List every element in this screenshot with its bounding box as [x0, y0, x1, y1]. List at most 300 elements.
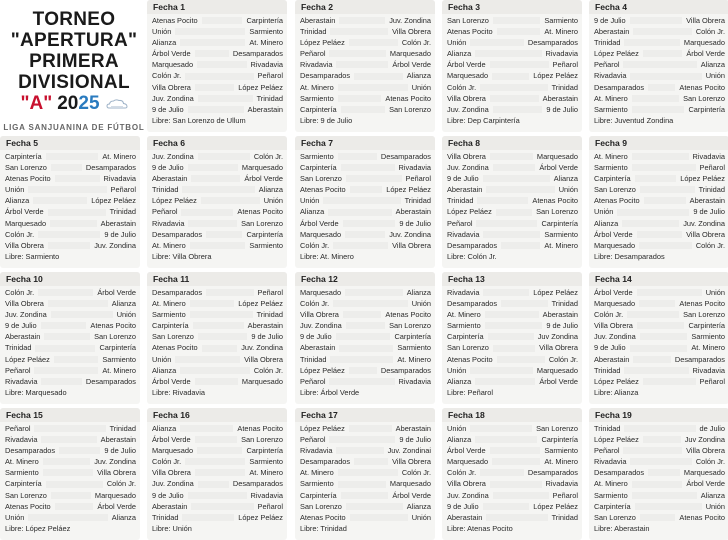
match-row	[0, 173, 140, 184]
home-team: Árbol Verde	[447, 60, 486, 70]
match-list	[589, 150, 728, 251]
away-team: Aberastain	[100, 218, 136, 228]
score-box	[185, 73, 253, 80]
home-team: Alianza	[594, 218, 619, 228]
match-row	[589, 26, 728, 37]
home-team: Desamparados	[152, 288, 203, 297]
away-team: Árbol Verde	[539, 163, 578, 173]
away-team: Trinidad	[256, 310, 283, 320]
match-row	[589, 434, 728, 445]
match-row	[589, 184, 728, 195]
home-team: Aberastain	[447, 185, 483, 195]
match-row	[442, 490, 582, 501]
home-team: López Peláez	[300, 424, 345, 433]
score-box	[188, 220, 237, 227]
match-row	[0, 456, 140, 467]
home-team: Atenas Pocito	[447, 27, 493, 37]
score-box	[341, 106, 386, 113]
match-row	[147, 331, 287, 342]
score-box	[493, 106, 543, 113]
match-row	[147, 376, 287, 387]
match-row	[442, 162, 582, 173]
home-team: Alianza	[447, 49, 472, 59]
score-box	[338, 84, 408, 91]
score-box	[630, 73, 701, 80]
away-team: San Lorenzo	[536, 424, 578, 433]
score-box	[350, 514, 408, 521]
score-box	[635, 503, 702, 510]
match-list	[295, 14, 435, 115]
match-row	[295, 320, 435, 331]
home-team: Árbol Verde	[594, 288, 633, 297]
match-row	[589, 70, 728, 81]
match-row	[589, 206, 728, 217]
away-team: 9 de Julio	[399, 435, 431, 445]
home-team: Colón Jr.	[5, 288, 35, 297]
score-box	[632, 164, 696, 171]
match-row	[147, 320, 287, 331]
match-row	[0, 309, 140, 320]
match-row	[147, 93, 287, 104]
score-box	[640, 333, 688, 340]
score-box	[632, 95, 679, 102]
score-box	[486, 186, 554, 193]
score-box	[623, 61, 696, 68]
score-box	[643, 378, 696, 385]
home-team: Carpintería	[5, 479, 42, 489]
away-team: Unión	[411, 82, 431, 92]
away-team: Desamparados	[380, 365, 431, 375]
home-team: At. Minero	[594, 479, 628, 489]
score-box	[34, 367, 98, 374]
home-team: Carpintería	[152, 321, 189, 331]
home-team: Unión	[447, 365, 467, 375]
away-team: 9 de Julio	[399, 218, 431, 228]
match-list	[295, 422, 435, 523]
away-team: San Lorenzo	[389, 321, 431, 331]
home-team: Atenas Pocito	[594, 196, 640, 206]
bye-team: Libre: Juventud Zondina	[594, 115, 674, 125]
score-box	[350, 186, 383, 193]
home-team: Villa Obrera	[447, 479, 486, 489]
away-team: Peñarol	[552, 490, 578, 500]
match-row	[0, 423, 140, 434]
match-row	[147, 423, 287, 434]
home-team: Juv. Zondina	[152, 479, 194, 489]
away-team: Sarmiento	[544, 446, 578, 456]
home-team: Juv. Zondina	[152, 93, 194, 103]
home-team: Peñarol	[152, 207, 178, 217]
score-box	[639, 242, 692, 249]
score-box	[48, 242, 90, 249]
away-team: Aberastain	[395, 424, 431, 433]
away-team: Atenas Pocito	[385, 93, 431, 103]
away-team: Juv. Zondina	[389, 229, 431, 239]
match-row	[147, 240, 287, 251]
home-team: Sarmiento	[594, 490, 628, 500]
fecha-card	[0, 408, 140, 540]
match-row	[147, 512, 287, 523]
fecha-title: Fecha 18	[442, 408, 582, 422]
home-team: Carpintería	[447, 332, 484, 342]
away-team: At. Minero	[102, 152, 136, 161]
match-row	[589, 331, 728, 342]
home-team: Sarmiento	[594, 163, 628, 173]
score-box	[627, 311, 679, 318]
home-team: Juv. Zondina	[5, 310, 47, 320]
away-team: López Peláez	[238, 299, 283, 309]
score-box	[41, 378, 81, 385]
match-row	[295, 287, 435, 298]
match-row	[147, 195, 287, 206]
score-box	[483, 503, 530, 510]
score-box	[59, 447, 100, 454]
match-list	[147, 14, 287, 115]
home-team: 9 de Julio	[594, 16, 626, 25]
score-box	[48, 209, 106, 216]
match-row	[442, 423, 582, 434]
home-team: Villa Obrera	[5, 299, 44, 309]
bye-team: Libre: Unión	[152, 523, 192, 533]
away-team: Árbol Verde	[97, 501, 136, 511]
home-team: 9 de Julio	[447, 174, 479, 184]
away-team: Rivadavia	[692, 365, 725, 375]
home-team: Villa Obrera	[5, 240, 44, 250]
away-team: Colón Jr.	[548, 354, 578, 364]
match-row	[442, 26, 582, 37]
home-team: Juv. Zondina	[300, 321, 342, 331]
home-team: López Peláez	[594, 376, 639, 386]
match-row	[442, 70, 582, 81]
away-team: Rivadavia	[250, 60, 283, 70]
fecha-title: Fecha 19	[589, 408, 728, 422]
away-team: Colón Jr.	[401, 38, 431, 48]
season-year-suffix: 25	[78, 93, 100, 114]
match-row	[0, 501, 140, 512]
score-box	[483, 289, 529, 296]
match-row	[295, 195, 435, 206]
score-box	[33, 197, 87, 204]
home-team: Rivadavia	[5, 435, 38, 445]
away-team: Juv. Zondina	[241, 343, 283, 353]
away-team: Villa Obrera	[392, 457, 431, 467]
match-row	[147, 342, 287, 353]
score-box	[633, 28, 691, 35]
home-team: Aberastain	[447, 512, 483, 522]
score-box	[330, 356, 393, 363]
away-team: Colón Jr.	[106, 479, 136, 489]
score-box	[55, 175, 100, 182]
score-box	[475, 436, 537, 443]
score-box	[191, 503, 253, 510]
score-box	[623, 447, 682, 454]
home-team: Unión	[594, 207, 614, 217]
away-team: Villa Obrera	[539, 343, 578, 353]
away-team: At. Minero	[544, 240, 578, 250]
away-team: Unión	[705, 501, 725, 511]
score-box	[475, 378, 535, 385]
home-team: Atenas Pocito	[300, 512, 346, 522]
home-team: At. Minero	[152, 240, 186, 250]
home-team: Trinidad	[152, 512, 179, 522]
away-team: Alianza	[553, 174, 578, 184]
home-team: Desamparados	[447, 240, 498, 250]
fecha-title: Fecha 13	[442, 272, 582, 286]
home-team: Villa Obrera	[447, 93, 486, 103]
score-box	[198, 481, 229, 488]
match-row	[295, 445, 435, 456]
score-box	[640, 186, 695, 193]
match-list	[442, 422, 582, 523]
match-row	[589, 320, 728, 331]
score-box	[182, 186, 254, 193]
score-box	[35, 345, 95, 352]
score-box	[190, 300, 235, 307]
match-row	[0, 354, 140, 365]
match-list	[295, 286, 435, 387]
fecha-title: Fecha 8	[442, 136, 582, 150]
match-row	[147, 162, 287, 173]
match-row	[589, 37, 728, 48]
home-team: Juv. Zondina	[447, 490, 489, 500]
away-team: Unión	[558, 185, 578, 195]
score-box	[493, 17, 540, 24]
match-row	[589, 354, 728, 365]
match-row	[589, 445, 728, 456]
home-team: Marquesado	[447, 71, 489, 81]
score-box	[197, 447, 242, 454]
score-box	[338, 153, 377, 160]
away-team: Árbol Verde	[244, 174, 283, 184]
away-team: Juv. Zondina	[683, 218, 725, 228]
score-box	[496, 209, 532, 216]
match-row	[0, 331, 140, 342]
match-row	[295, 151, 435, 162]
score-box	[185, 458, 245, 465]
score-box	[483, 175, 550, 182]
home-team: Villa Obrera	[300, 310, 339, 320]
match-list	[589, 286, 728, 387]
away-team: Desamparados	[85, 163, 136, 173]
home-team: Aberastain	[300, 16, 336, 25]
score-box	[643, 436, 681, 443]
fecha-card	[295, 408, 435, 540]
away-team: 9 de Julio	[546, 321, 578, 331]
match-row	[147, 467, 287, 478]
match-row	[0, 320, 140, 331]
home-team: Marquesado	[152, 446, 194, 456]
score-box	[28, 514, 107, 521]
home-team: Sarmiento	[152, 310, 186, 320]
home-team: Carpintería	[300, 163, 337, 173]
away-team: At. Minero	[544, 27, 578, 37]
score-box	[349, 367, 377, 374]
home-team: Peñarol	[594, 446, 620, 456]
score-box	[190, 311, 253, 318]
fecha-title: Fecha 9	[589, 136, 728, 150]
away-team: San Lorenzo	[536, 207, 578, 217]
match-row	[295, 162, 435, 173]
score-box	[180, 367, 250, 374]
score-box	[639, 300, 675, 307]
score-box	[497, 356, 545, 363]
away-team: Marquesado	[94, 490, 136, 500]
away-team: Trinidad	[404, 196, 431, 206]
match-row	[147, 287, 287, 298]
match-row	[295, 240, 435, 251]
fecha-card	[589, 272, 728, 404]
away-team: Peñarol	[699, 163, 725, 173]
home-team: Trinidad	[594, 365, 621, 375]
away-team: Juv Zondina	[537, 332, 578, 342]
score-box	[190, 242, 246, 249]
away-team: Marquesado	[536, 365, 578, 375]
fecha-card	[589, 136, 728, 268]
score-box	[329, 378, 394, 385]
fecha-title: Fecha 15	[0, 408, 140, 422]
home-team: Trinidad	[300, 354, 327, 364]
home-team: Aberastain	[152, 501, 188, 511]
match-row	[295, 37, 435, 48]
score-box	[492, 458, 540, 465]
match-row	[589, 240, 728, 251]
score-box	[41, 322, 87, 329]
score-box	[175, 28, 245, 35]
away-team: Aberastain	[689, 196, 725, 206]
score-box	[191, 175, 240, 182]
match-row	[147, 309, 287, 320]
match-row	[0, 490, 140, 501]
score-box	[475, 50, 541, 57]
home-team: López Peláez	[300, 365, 345, 375]
match-row	[295, 342, 435, 353]
home-team: Trinidad	[152, 185, 179, 195]
home-team: Rivadavia	[152, 218, 185, 228]
away-team: Desamparados	[85, 376, 136, 386]
match-row	[295, 376, 435, 387]
score-box	[470, 39, 524, 46]
away-team: Sarmiento	[249, 457, 283, 467]
score-box	[493, 492, 549, 499]
match-row	[442, 240, 582, 251]
score-box	[198, 153, 250, 160]
score-box	[341, 164, 395, 171]
match-row	[147, 59, 287, 70]
away-team: López Peláez	[386, 185, 431, 195]
score-box	[630, 17, 682, 24]
match-list	[0, 286, 140, 387]
score-box	[349, 425, 392, 432]
home-team: San Lorenzo	[5, 490, 47, 500]
match-row	[147, 490, 287, 501]
score-box	[630, 458, 691, 465]
match-row	[589, 309, 728, 320]
home-team: Carpintería	[300, 490, 337, 500]
match-row	[0, 287, 140, 298]
bye-team: Libre: Aberastain	[594, 523, 650, 533]
away-team: Sarmiento	[249, 27, 283, 37]
away-team: Colón Jr.	[253, 365, 283, 375]
match-row	[147, 501, 287, 512]
score-box	[632, 492, 697, 499]
match-row	[442, 184, 582, 195]
home-team: Juv. Zondina	[447, 104, 489, 114]
score-box	[180, 425, 233, 432]
away-team: Peñarol	[257, 71, 283, 81]
match-row	[0, 229, 140, 240]
match-list	[442, 150, 582, 251]
score-box	[336, 333, 391, 340]
fecha-title: Fecha 12	[295, 272, 435, 286]
away-team: Trinidad	[551, 512, 578, 522]
away-team: Desamparados	[674, 354, 725, 364]
score-box	[470, 367, 533, 374]
match-row	[147, 298, 287, 309]
away-team: Carpintería	[541, 218, 578, 228]
home-team: Aberastain	[5, 332, 41, 342]
score-box	[180, 39, 245, 46]
away-team: Atenas Pocito	[679, 512, 725, 522]
score-box	[635, 175, 677, 182]
fecha-title: Fecha 1	[147, 0, 287, 14]
away-team: Trinidad	[551, 299, 578, 309]
away-team: Carpintería	[246, 446, 283, 456]
fecha-card	[442, 136, 582, 268]
away-team: Aberastain	[542, 93, 578, 103]
home-team: San Lorenzo	[152, 332, 194, 342]
away-team: Marquesado	[389, 49, 431, 59]
score-box	[339, 17, 385, 24]
home-team: López Peláez	[152, 196, 197, 206]
fecha-card	[442, 408, 582, 540]
match-row	[442, 104, 582, 115]
home-team: Aberastain	[300, 343, 336, 353]
match-row	[589, 298, 728, 309]
home-team: 9 de Julio	[152, 163, 184, 173]
match-row	[295, 365, 435, 376]
match-row	[442, 478, 582, 489]
away-team: Marquesado	[683, 38, 725, 48]
home-team: Unión	[5, 185, 25, 195]
score-box	[343, 220, 396, 227]
match-row	[442, 445, 582, 456]
away-team: Carpintería	[99, 343, 136, 353]
score-box	[38, 289, 93, 296]
away-team: Unión	[263, 196, 283, 206]
away-team: Peñarol	[405, 174, 431, 184]
away-team: Árbol Verde	[686, 479, 725, 489]
score-box	[188, 106, 244, 113]
match-list	[442, 286, 582, 387]
match-row	[147, 184, 287, 195]
score-box	[195, 50, 229, 57]
away-team: San Lorenzo	[241, 435, 283, 445]
away-team: de Julio	[699, 424, 725, 433]
away-team: Atenas Pocito	[237, 424, 283, 433]
score-box	[329, 50, 385, 57]
home-team: Sarmiento	[300, 152, 334, 161]
fecha-card	[147, 272, 287, 404]
fecha-card	[147, 408, 287, 540]
away-team: Trinidad	[698, 185, 725, 195]
home-team: Alianza	[447, 435, 472, 445]
fecha-card	[147, 136, 287, 268]
score-box	[624, 425, 695, 432]
away-team: López Peláez	[533, 288, 578, 297]
home-team: Atenas Pocito	[5, 174, 51, 184]
away-team: Rivadavia	[398, 376, 431, 386]
score-box	[46, 153, 99, 160]
